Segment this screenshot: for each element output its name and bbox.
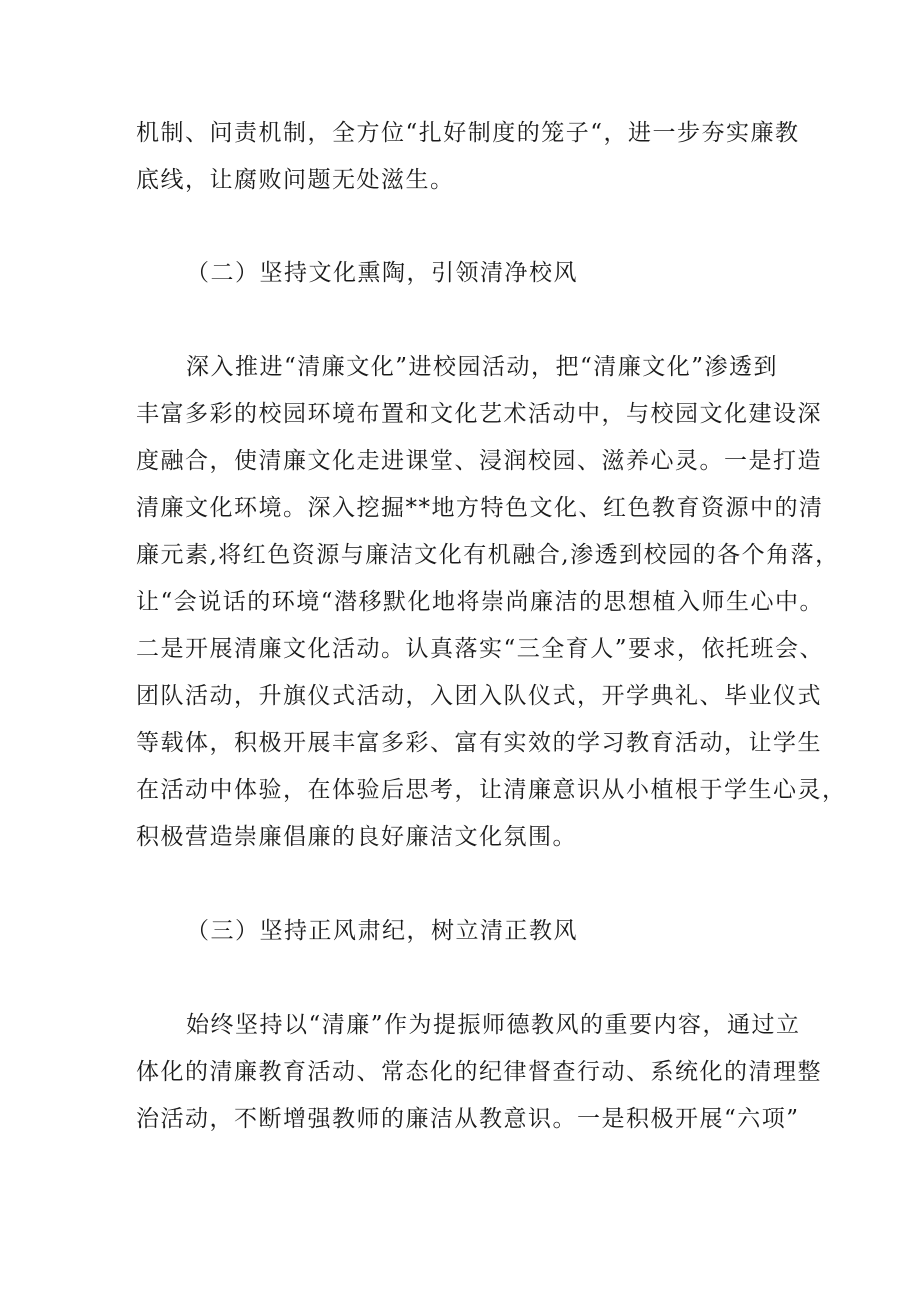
section-heading-3: （三）坚持正风肃纪，树立清正教风 xyxy=(186,918,578,944)
paragraph-line: 等载体，积极开展丰富多彩、富有实效的学习教育活动，让学生 xyxy=(136,730,822,756)
paragraph-line: 让“会说话的环境“潜移默化地将崇尚廉洁的思想植入师生心中。 xyxy=(136,589,825,615)
paragraph-line: 二是开展清廉文化活动。认真落实“三全育人”要求，依托班会、 xyxy=(136,636,825,662)
paragraph-line: 体化的清廉教育活动、常态化的纪律督查行动、系统化的清理整 xyxy=(136,1059,822,1085)
paragraph-line: 机制、问责机制，全方位“扎好制度的笼子“，进一步夯实廉教 xyxy=(136,120,800,146)
paragraph-line: 团队活动，升旗仪式活动，入团入队仪式，开学典礼、毕业仪式 xyxy=(136,683,822,709)
paragraph-line: 治活动，不断增强教师的廉洁从教意识。一是积极开展“六项” xyxy=(136,1106,800,1132)
paragraph-line: 积极营造崇廉倡廉的良好廉洁文化氛围。 xyxy=(136,824,577,850)
paragraph-line: 底线，让腐败问题无处滋生。 xyxy=(136,167,455,193)
paragraph-line: 清廉文化环境。深入挖掘**地方特色文化、红色教育资源中的清 xyxy=(136,495,824,521)
paragraph-line: 丰富多彩的校园环境布置和文化艺术活动中，与校园文化建设深 xyxy=(136,401,822,427)
section-heading-2: （二）坚持文化熏陶，引领清净校风 xyxy=(186,260,578,286)
paragraph-line: 深入推进“清廉文化”进校园活动，把“清廉文化”渗透到 xyxy=(186,354,779,380)
paragraph-line: 始终坚持以“清廉”作为提振师德教风的重要内容，通过立 xyxy=(186,1012,801,1038)
paragraph-line: 度融合，使清廉文化走进课堂、浸润校园、滋养心灵。一是打造 xyxy=(136,448,822,474)
paragraph-line: 在活动中体验，在体验后思考，让清廉意识从小植根于学生心灵， xyxy=(136,777,847,803)
paragraph-line: 廉元素,将红色资源与廉洁文化有机融合,渗透到校园的各个角落， xyxy=(136,542,840,568)
